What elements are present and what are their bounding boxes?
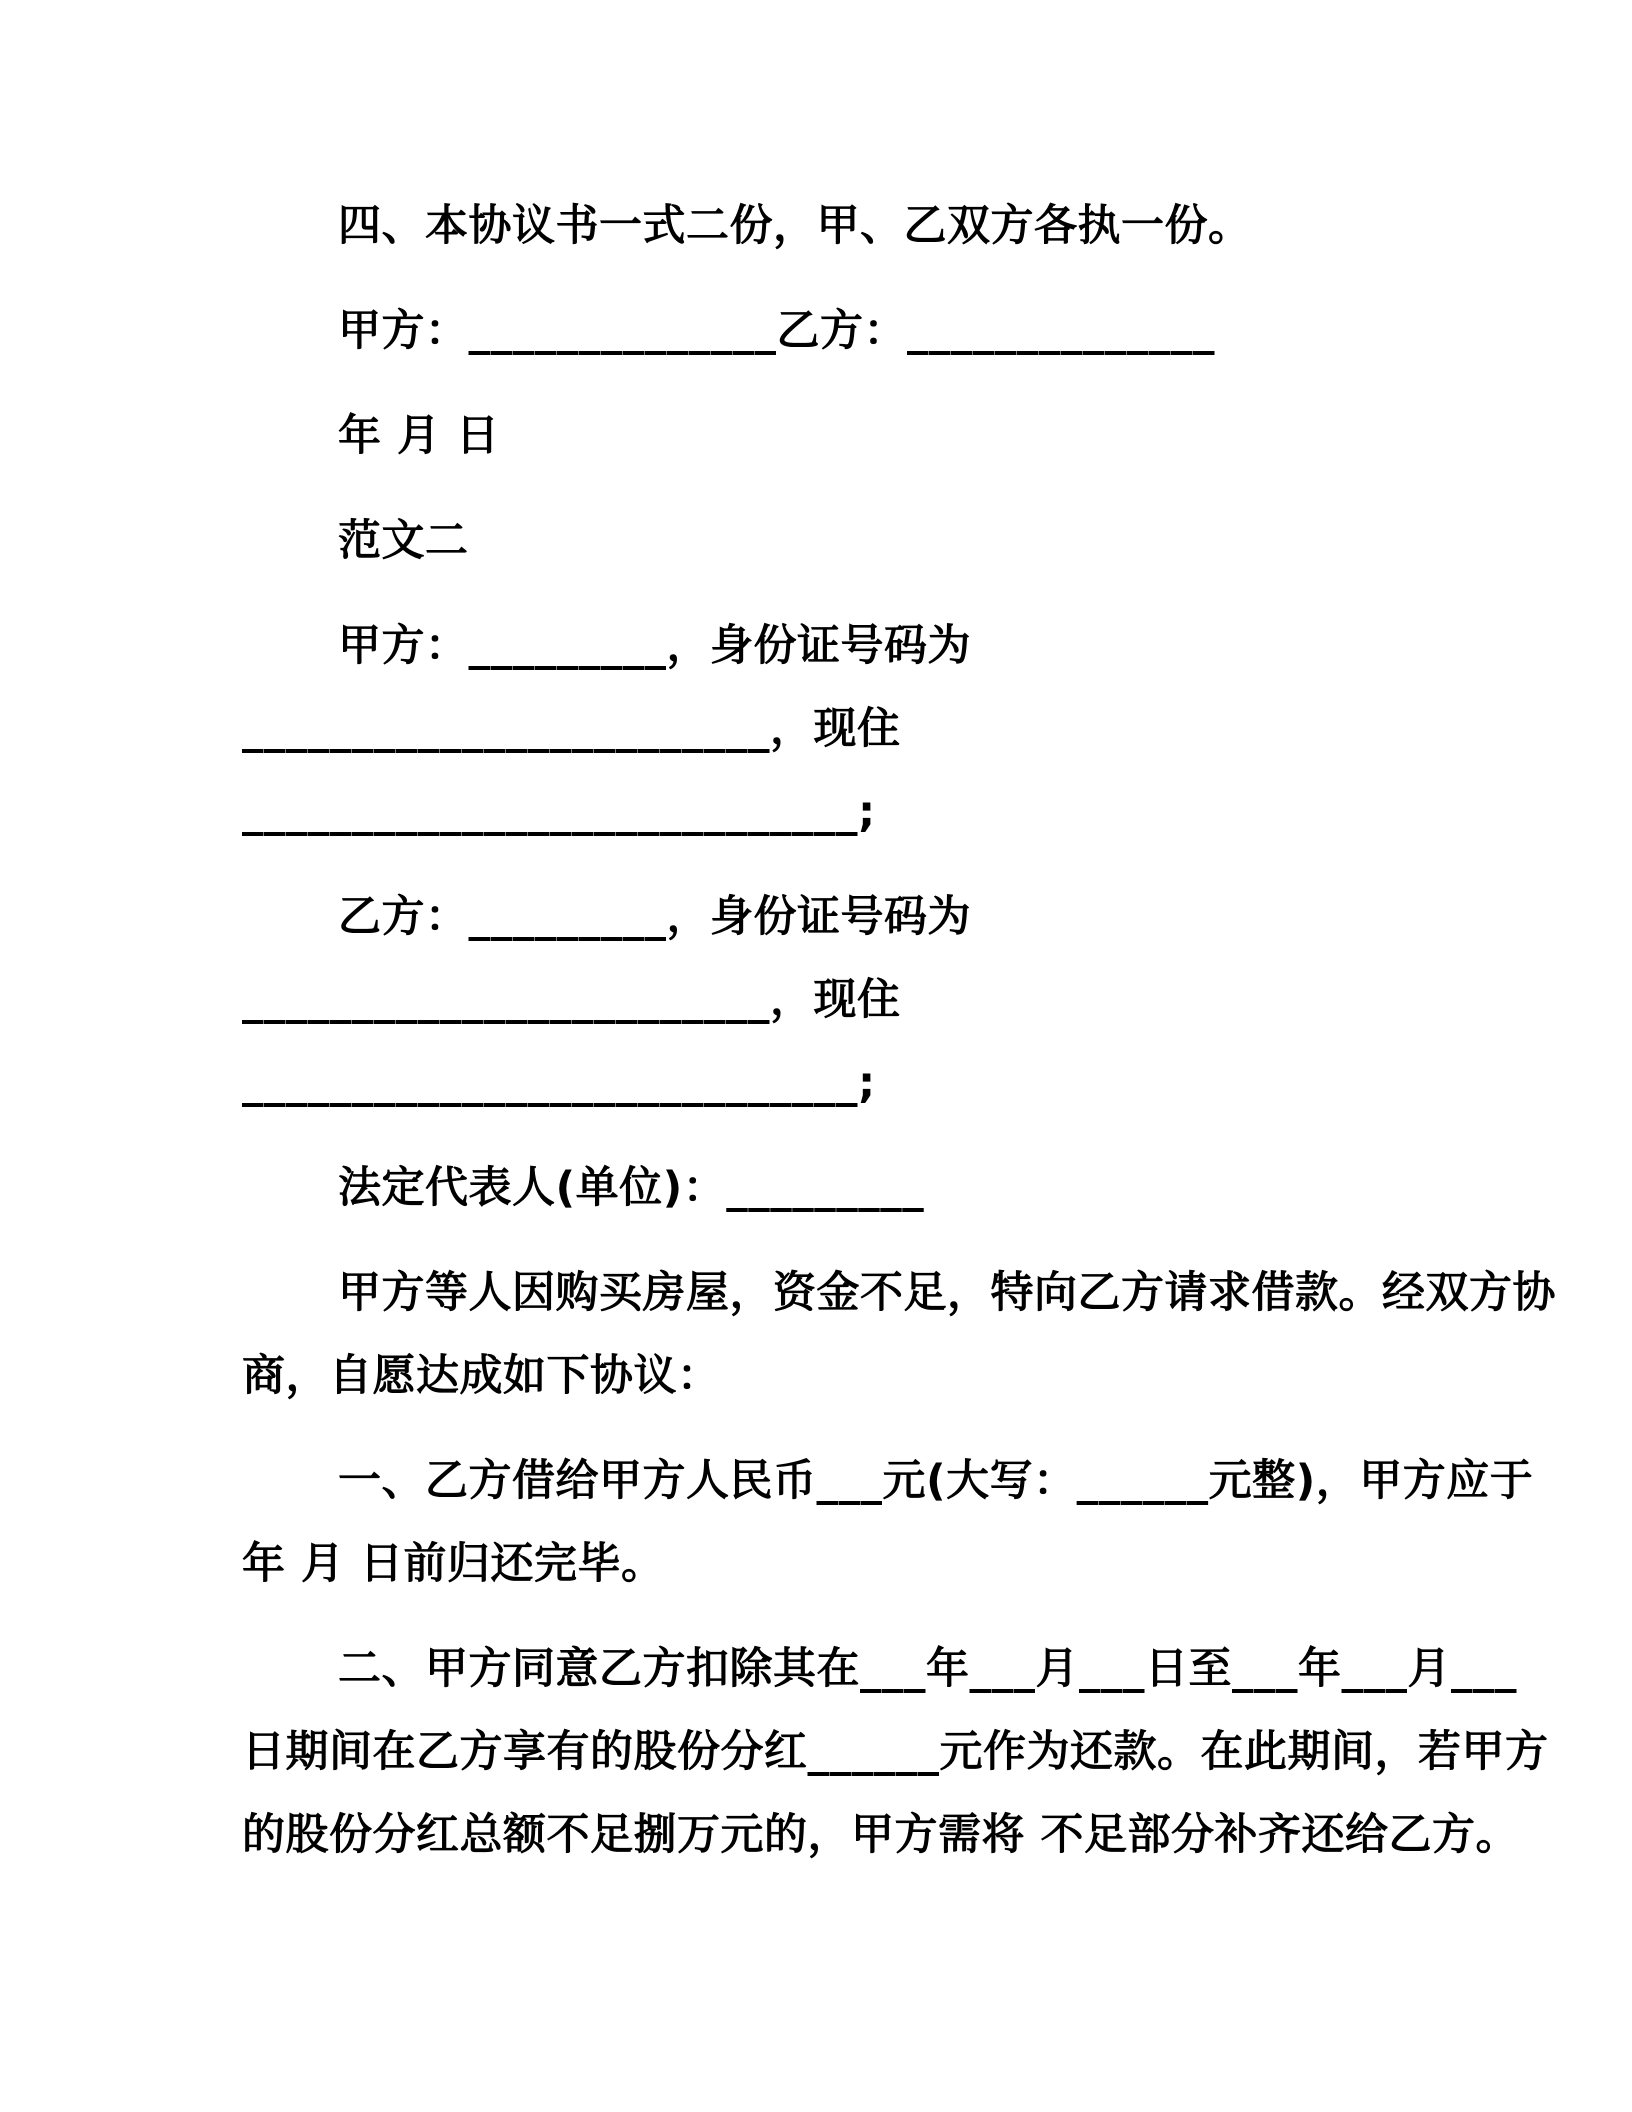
text-line: 商，自愿达成如下协议：: [242, 1351, 721, 1401]
text-line: 甲方等人因购买房屋，资金不足，特向乙方请求借款。经双方协: [338, 1268, 1556, 1318]
text-line: 日期间在乙方享有的股份分红______元作为还款。在此期间，若甲方: [242, 1727, 1549, 1777]
text-line: ____________________________;: [242, 1058, 876, 1108]
paragraph: [242, 395, 1402, 478]
text-line: 范文二: [338, 516, 469, 566]
text-line: 的股份分红总额不足捌万元的，甲方需将 不足部分补齐还给乙方。: [242, 1810, 1519, 1860]
paragraph: [242, 290, 1402, 373]
paragraph: [242, 876, 1402, 1125]
text-line: 法定代表人(单位)：_________: [338, 1163, 925, 1213]
text-line: 年 月 日前归还完毕。: [242, 1539, 665, 1589]
paragraph: [242, 1440, 1534, 1606]
text-line: ________________________，现住: [242, 704, 901, 754]
text-line: ________________________，现住: [242, 975, 901, 1025]
paragraph: [242, 185, 1402, 268]
paragraph: [242, 605, 1402, 854]
paragraph: [242, 1252, 1556, 1418]
text-line: 乙方：_________，身份证号码为: [338, 892, 971, 942]
paragraph: [242, 1147, 1402, 1230]
paragraph: [242, 1628, 1549, 1877]
text-line: 二、甲方同意乙方扣除其在___年___月___日至___年___月___: [338, 1644, 1517, 1694]
text-line: 年 月 日: [338, 411, 500, 461]
text-line: 甲方：_________，身份证号码为: [338, 621, 971, 671]
text-line: 甲方：______________乙方：______________: [338, 306, 1215, 356]
paragraph: [242, 500, 1402, 583]
text-line: 一、乙方借给甲方人民币___元(大写：______元整)，甲方应于: [338, 1456, 1534, 1506]
text-line: ____________________________;: [242, 787, 876, 837]
text-line: 四、本协议书一式二份，甲、乙双方各执一份。: [338, 201, 1252, 251]
